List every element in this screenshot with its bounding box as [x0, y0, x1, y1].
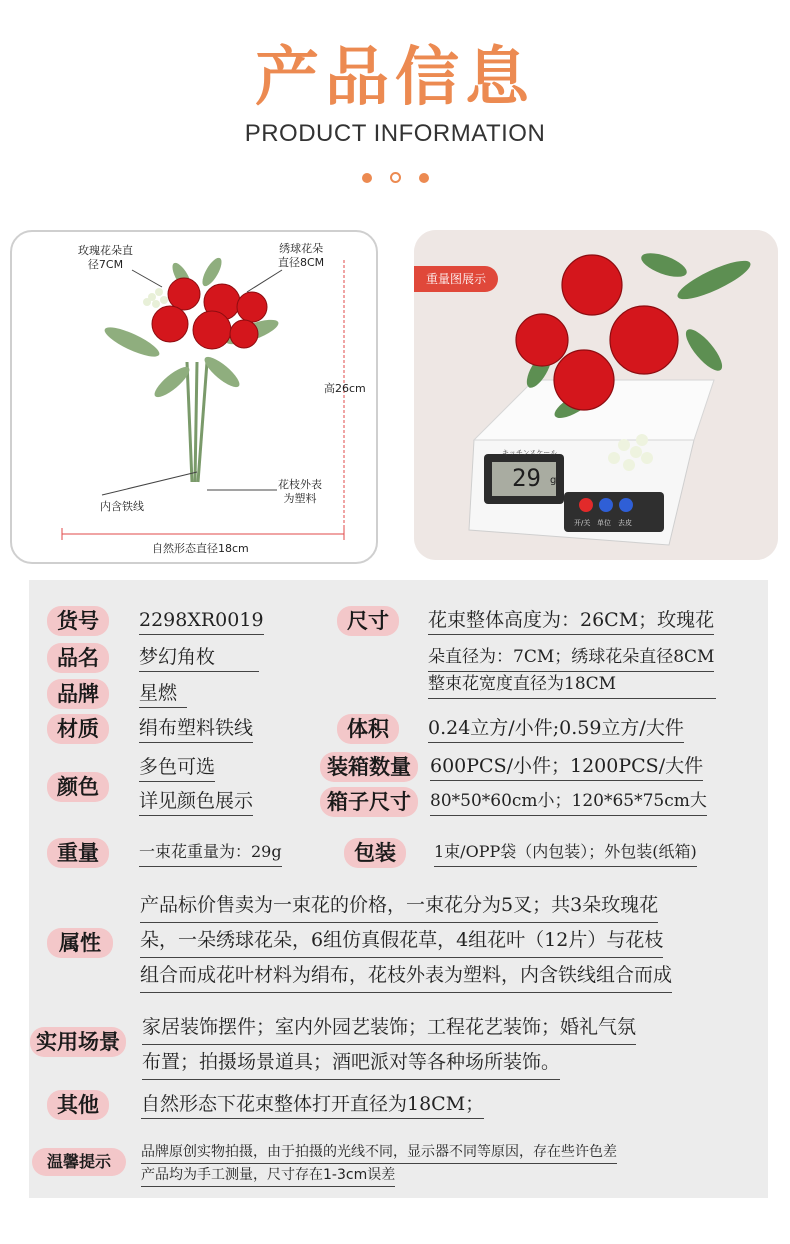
dot-icon: [362, 173, 372, 183]
other-label: 其他: [47, 1090, 109, 1120]
qty-label: 装箱数量: [320, 752, 418, 782]
rose-diameter-label: [78, 244, 133, 272]
tip-line-2: 产品均为手工测量，尺寸存在1-3cm误差: [141, 1164, 395, 1187]
tip-line-1: 品牌原创实物拍摄，由于拍摄的光线不同，显示器不同等原因，存在些许色差: [141, 1141, 617, 1164]
box-value: 80*50*60cm小；120*65*75cm大: [430, 787, 707, 816]
tip-paragraph: [141, 1141, 761, 1187]
attr-line-1: 产品标价售卖为一束花的价格，一束花分为5叉；共3朵玫瑰花: [140, 888, 658, 923]
page-title-cn: 产品信息: [255, 41, 535, 115]
weight-badge: 重量图展示: [414, 266, 498, 292]
color-label: 颜色: [47, 772, 109, 802]
scale-reading: 29: [512, 464, 541, 492]
width-label: 自然形态直径18cm: [152, 542, 249, 555]
weight-label: 重量: [47, 838, 109, 868]
stem-label-line2: 为塑料: [283, 492, 317, 505]
volume-value: 0.24立方/小件;0.59立方/大件: [428, 714, 684, 743]
material-label: 材质: [47, 714, 109, 744]
other-value: 自然形态下花束整体打开直径为18CM；: [141, 1090, 484, 1119]
pack-label: 包装: [344, 838, 406, 868]
usage-line-1: 家居装饰摆件；室内外园艺装饰；工程花艺装饰；婚礼气氛: [142, 1010, 636, 1045]
bouquet-illustration: [12, 232, 376, 562]
name-value: 梦幻角枚: [139, 643, 259, 672]
attr-line-3: 组合而成花叶材料为绢布，花枝外表为塑料，内含铁线组合而成: [140, 958, 672, 993]
usage-line-2: 布置；拍摄场景道具；酒吧派对等各种场所装饰。: [142, 1045, 560, 1080]
rose-label-line1: 玫瑰花朵直: [78, 244, 133, 257]
stem-label: [278, 478, 322, 506]
usage-paragraph: [142, 1010, 762, 1080]
attr-label: 属性: [47, 928, 113, 958]
weight-value: 一束花重量为：29g: [139, 838, 282, 867]
qty-value: 600PCS/小件；1200PCS/大件: [430, 752, 703, 781]
size-line-3: 整束花宽度直径为18CM: [428, 670, 716, 699]
scale-unit: g: [550, 475, 557, 486]
hydrangea-label-line2: 直径8CM: [278, 256, 325, 269]
wire-label: 内含铁线: [100, 500, 144, 513]
attr-paragraph: [140, 888, 760, 993]
brand-value: 星燃: [139, 679, 187, 708]
decorative-dots: [0, 168, 790, 187]
name-label: 品名: [47, 643, 109, 673]
box-label: 箱子尺寸: [320, 787, 418, 817]
product-dimension-image: [10, 230, 378, 564]
rose-label-line2: 径7CM: [87, 258, 124, 271]
material-value: 绢布塑料铁线: [139, 714, 253, 743]
stem-label-line1: 花枝外表: [278, 478, 322, 491]
size-line-2: 朵直径为：7CM；绣球花朵直径8CM: [428, 643, 714, 672]
color-line-2: 详见颜色展示: [139, 787, 253, 816]
scale-btn-power: 开/关: [574, 519, 591, 527]
item-no-label: 货号: [47, 606, 109, 636]
item-no-value: 2298XR0019: [139, 606, 264, 635]
pack-value: 1束/OPP袋（内包装）；外包装(纸箱): [434, 838, 697, 867]
dot-icon: [390, 172, 401, 183]
page-title-en: PRODUCT INFORMATION: [244, 120, 546, 147]
size-line-1: 花束整体高度为：26CM；玫瑰花: [428, 606, 714, 635]
hydrangea-diameter-label: [278, 242, 324, 270]
color-line-1: 多色可选: [139, 753, 215, 782]
usage-label: 实用场景: [30, 1027, 126, 1057]
size-label: 尺寸: [337, 606, 399, 636]
tip-label: 温馨提示: [32, 1148, 126, 1176]
scale-btn-unit: 单位: [597, 519, 611, 527]
brand-label: 品牌: [47, 679, 109, 709]
scale-btn-tare: 去皮: [618, 519, 632, 527]
attr-line-2: 朵，一朵绣球花朵，6组仿真假花草，4组花叶（12片）与花枝: [140, 923, 663, 958]
volume-label: 体积: [337, 714, 399, 744]
height-label: 高26cm: [324, 382, 366, 395]
scale-brand: キッチンスケール: [502, 449, 558, 457]
dot-icon: [419, 173, 429, 183]
hydrangea-label-line1: 绣球花朵: [279, 242, 324, 255]
